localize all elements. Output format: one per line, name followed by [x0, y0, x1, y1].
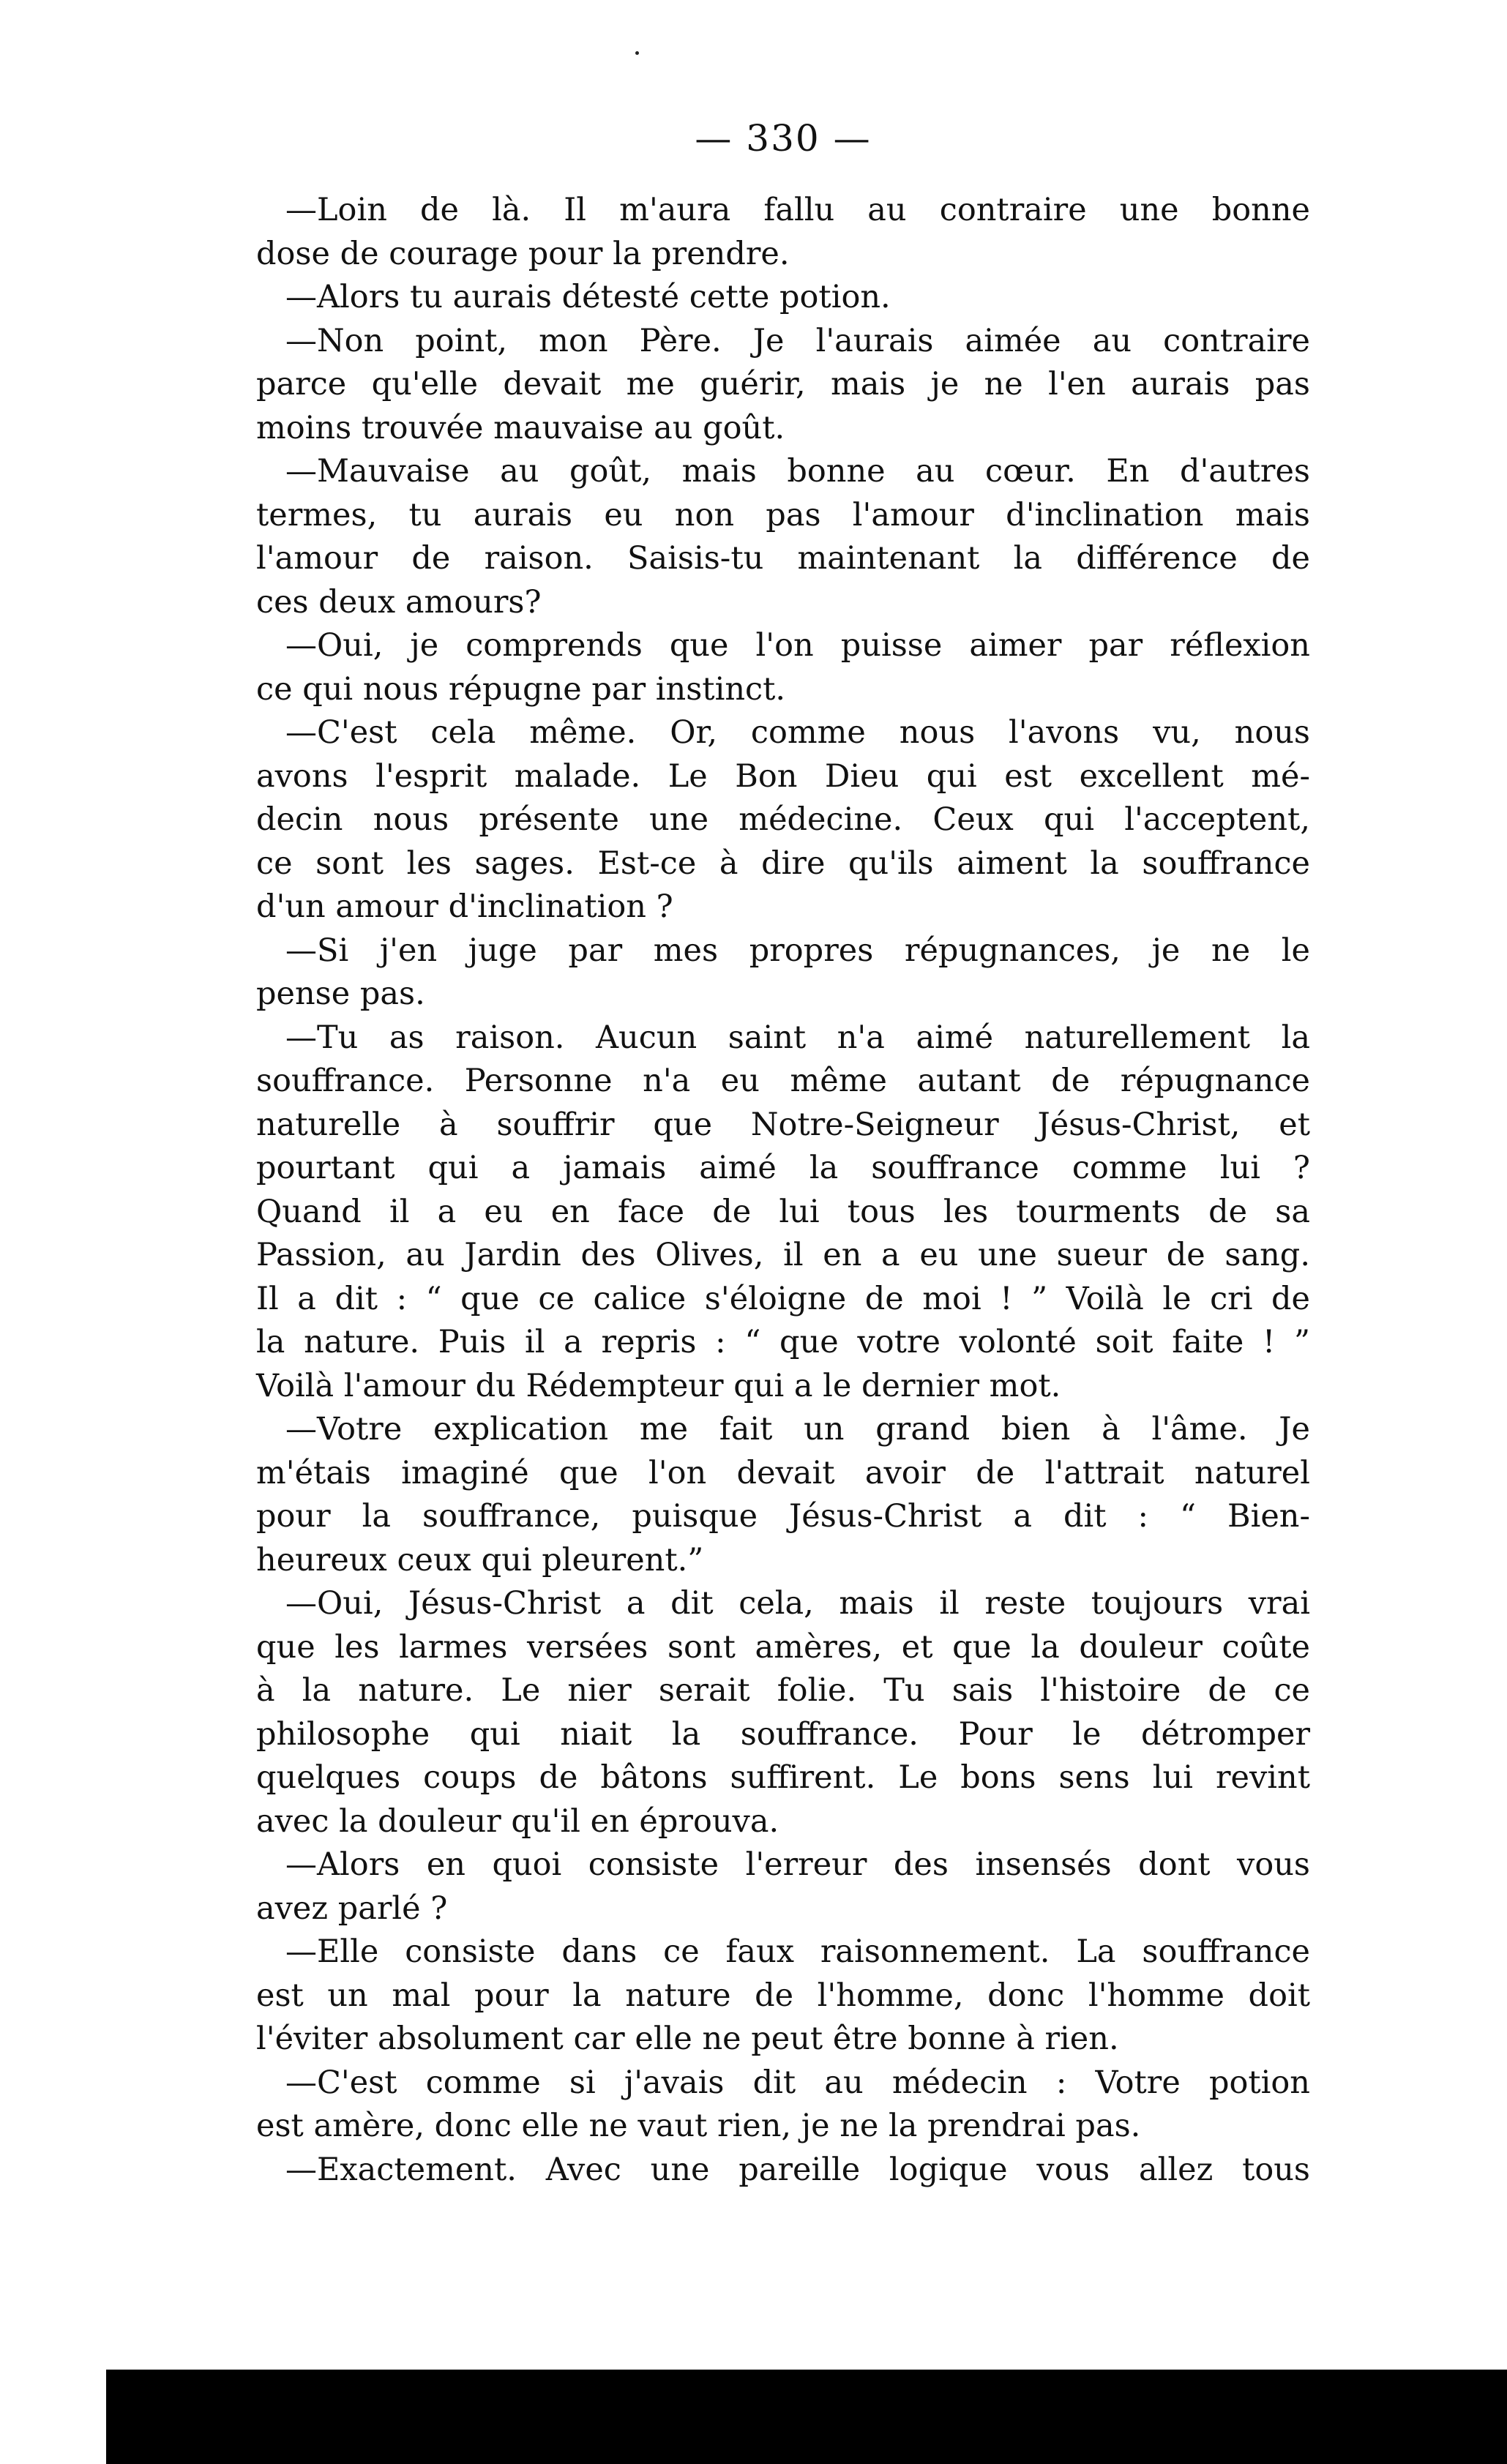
text-line: heureux ceux qui pleurent.” [256, 1541, 704, 1579]
text-line: m'étais imaginé que l'on devait avoir de l'attrait naturel [256, 1454, 1310, 1491]
text-line: —Non point, mon Père. Je l'aurais aimée au contraire [285, 322, 1310, 359]
text-line: est amère, donc elle ne vaut rien, je ne la prendrai pas. [256, 2108, 1141, 2144]
text-line: quelques coups de bâtons suffirent. Le bons sens lui revint [256, 1759, 1310, 1796]
text-line: dose de courage pour la prendre. [256, 235, 790, 272]
text-line: pour la souffrance, puisque Jésus-Christ a dit : “ Bien- [256, 1498, 1310, 1535]
text-line: pourtant qui a jamais aimé la souffrance comme lui ? [256, 1150, 1310, 1186]
text-line: parce qu'elle devait me guérir, mais je ne l'en aurais pas [256, 366, 1310, 402]
text-line: —Si j'en juge par mes propres répugnances, je ne le [285, 932, 1310, 969]
text-line: —Oui, je comprends que l'on puisse aimer par réflexion [285, 627, 1310, 664]
text-line: —Exactement. Avec une pareille logique vous allez tous [285, 2151, 1310, 2188]
text-line: pense pas. [256, 976, 425, 1012]
scan-edge-bar [106, 2370, 1507, 2464]
text-line: decin nous présente une médecine. Ceux qui l'acceptent, [256, 801, 1310, 838]
text-line: —Alors en quoi consiste l'erreur des insensés dont vous [285, 1846, 1310, 1883]
text-line: souffrance. Personne n'a eu même autant de répugnance [256, 1063, 1310, 1099]
text-line: —C'est comme si j'avais dit au médecin : Votre potion [285, 2064, 1310, 2101]
text-line: avec la douleur qu'il en éprouva. [256, 1802, 779, 1840]
text-line: Il a dit : “ que ce calice s'éloigne de moi ! ” Voilà le cri de [256, 1280, 1310, 1317]
text-line: avez parlé ? [256, 1890, 448, 1927]
text-line: l'éviter absolument car elle ne peut être bonne à rien. [256, 2021, 1119, 2057]
text-line: —Tu as raison. Aucun saint n'a aimé naturellement la [285, 1019, 1310, 1056]
page-number: — 330 — [695, 117, 872, 160]
text-line: ce sont les sages. Est-ce à dire qu'ils aiment la souffrance [256, 845, 1310, 882]
text-line: Voilà l'amour du Rédempteur qui a le dernier mot. [256, 1367, 1061, 1404]
text-line: que les larmes versées sont amères, et que la douleur coûte [256, 1628, 1310, 1666]
text-line: —C'est cela même. Or, comme nous l'avons vu, nous [285, 714, 1310, 751]
text-line: Passion, au Jardin des Olives, il en a eu une sueur de sang. [256, 1237, 1310, 1273]
text-line: ces deux amours? [256, 583, 542, 621]
text-line: —Elle consiste dans ce faux raisonnement. La souffrance [285, 1933, 1310, 1970]
text-line: —Votre explication me fait un grand bien à l'âme. Je [285, 1411, 1310, 1448]
text-line: —Mauvaise au goût, mais bonne au cœur. En d'autres [285, 453, 1310, 490]
text-line: Quand il a eu en face de lui tous les tourments de sa [256, 1193, 1310, 1230]
text-line: termes, tu aurais eu non pas l'amour d'inclination mais [256, 496, 1310, 533]
print-speck [635, 51, 639, 55]
text-line: —Loin de là. Il m'aura fallu au contraire une bonne [285, 192, 1310, 228]
text-line: à la nature. Le nier serait folie. Tu sais l'histoire de ce [256, 1672, 1310, 1709]
text-line: philosophe qui niait la souffrance. Pour le détromper [256, 1715, 1310, 1753]
text-line: —Alors tu aurais détesté cette potion. [285, 279, 891, 315]
text-line: avons l'esprit malade. Le Bon Dieu qui est excellent mé- [256, 757, 1310, 795]
text-line: est un mal pour la nature de l'homme, donc l'homme doit [256, 1977, 1310, 2014]
text-line: l'amour de raison. Saisis-tu maintenant la différence de [256, 540, 1310, 577]
text-line: —Oui, Jésus-Christ a dit cela, mais il reste toujours vrai [285, 1585, 1310, 1622]
body-text [256, 189, 1310, 2192]
text-line: d'un amour d'inclination ? [256, 888, 673, 925]
text-line: ce qui nous répugne par instinct. [256, 670, 786, 708]
text-line: moins trouvée mauvaise au goût. [256, 409, 785, 446]
text-line: la nature. Puis il a repris : “ que votre volonté soit faite ! ” [256, 1324, 1310, 1360]
text-line: naturelle à souffrir que Notre-Seigneur Jésus-Christ, et [256, 1106, 1310, 1143]
